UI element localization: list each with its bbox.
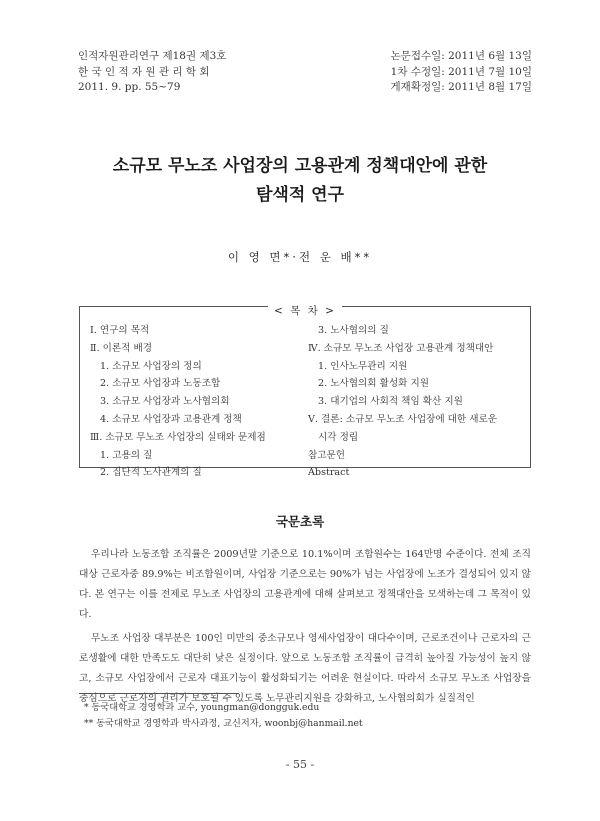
- toc-item: Ⅰ. 연구의 목적: [90, 325, 150, 336]
- toc-item: 2. 노사협의회 활성화 지원: [318, 378, 429, 390]
- toc-item: Ⅱ. 이론적 배경: [90, 342, 153, 354]
- toc-item: 참고문헌: [308, 449, 346, 461]
- toc-right-column: [308, 322, 528, 482]
- received-date: 논문접수일: 2011년 6월 13일: [390, 50, 532, 62]
- toc-label: < 목 차 >: [268, 305, 342, 317]
- journal-name: 인적자원관리연구 제18권 제3호: [78, 50, 227, 62]
- paragraph: 우리나라 노동조합 조직률은 2009년말 기준으로 10.1%이며 조합원수는 164만명 수준이다. 전체 조직대상 근로자중 89.9%는 비조합원이며, 사업장 기준으로는 90%가 넘는 사업장에 노조가 결성되어 있지 않다. 본 연구는 이를 전제로 무노조 사업장의 고용관계에 대해 살펴보고 정책대안을 모색하는데 그 목적이 있다.: [79, 549, 531, 620]
- toc-item: Abstract: [308, 467, 350, 479]
- toc-item: 2. 소규모 사업장과 노동조합: [100, 378, 221, 390]
- toc-item: Ⅲ. 소규모 무노조 사업장의 실태와 문제점: [90, 431, 266, 443]
- footnote: ** 동국대학교 경영학과 박사과정, 교신저자, woonbj@hanmail.net: [84, 718, 363, 729]
- society-name: 한 국 인 적 자 원 관 리 학 회: [78, 65, 210, 78]
- title-line: 소규모 무노조 사업장의 고용관계 정책대안에 관한: [112, 156, 488, 176]
- paper-title: [40, 152, 560, 210]
- accepted-date: 게재확정일: 2011년 8월 17일: [390, 81, 532, 93]
- table-of-contents: [79, 305, 531, 479]
- toc-item: 1. 소규모 사업장의 정의: [100, 360, 202, 372]
- toc-item: Ⅳ. 소규모 무노조 사업장 고용관계 정책대안: [308, 342, 494, 354]
- toc-item: 3. 노사협의의 질: [318, 325, 389, 336]
- footnotes: [84, 700, 363, 732]
- page-number: - 55 -: [285, 758, 315, 771]
- revised-date: 1차 수정일: 2011년 7월 10일: [390, 65, 532, 78]
- toc-item: 1. 인사노무관리 지원: [318, 360, 408, 372]
- toc-item: 2. 집단적 노사관계의 질: [100, 467, 202, 479]
- abstract-body: [79, 545, 531, 713]
- footnote-divider: [79, 693, 239, 694]
- toc-item: 1. 고용의 질: [100, 449, 153, 461]
- paragraph: 무노조 사업장 대부분은 100인 미만의 중소규모나 영세사업장이 대다수이며, 근로조건이나 근로자의 근로생활에 대한 만족도도 대단히 낮은 실정이다. 앞으로 노동조합 조직률이 급격히 높아질 가능성이 높지 않고, 소규모 사업장에서 근로자 대표기능이 활성화되기는 어려운 현실이다. 따라서 소규모 무노조 사업장을 중심으로 근로자의 권리가 보호될 수 있도록 노무관리지원을 강화하고, 노사협의회가 실질적인: [79, 633, 531, 704]
- toc-item: 4. 소규모 사업장과 고용관계 정책: [100, 413, 242, 425]
- toc-item: 시각 정립: [318, 431, 359, 443]
- toc-item: 3. 소규모 사업장과 노사협의회: [100, 396, 230, 408]
- authors: 이 영 면*·전 운 배**: [227, 250, 373, 264]
- abstract-heading: 국문초록: [275, 514, 325, 529]
- journal-info: [78, 49, 226, 96]
- issue-pages: 2011. 9. pp. 55~79: [78, 81, 181, 93]
- title-line: 탐색적 연구: [255, 185, 345, 205]
- toc-left-column: [90, 322, 300, 482]
- toc-item: Ⅴ. 결론: 소규모 무노조 사업장에 대한 새로운: [308, 413, 498, 425]
- submission-dates: [391, 49, 532, 96]
- footnote: * 동국대학교 경영학과 교수, youngman@dongguk.edu: [84, 702, 320, 713]
- toc-item: 3. 대기업의 사회적 책임 확산 지원: [318, 396, 463, 408]
